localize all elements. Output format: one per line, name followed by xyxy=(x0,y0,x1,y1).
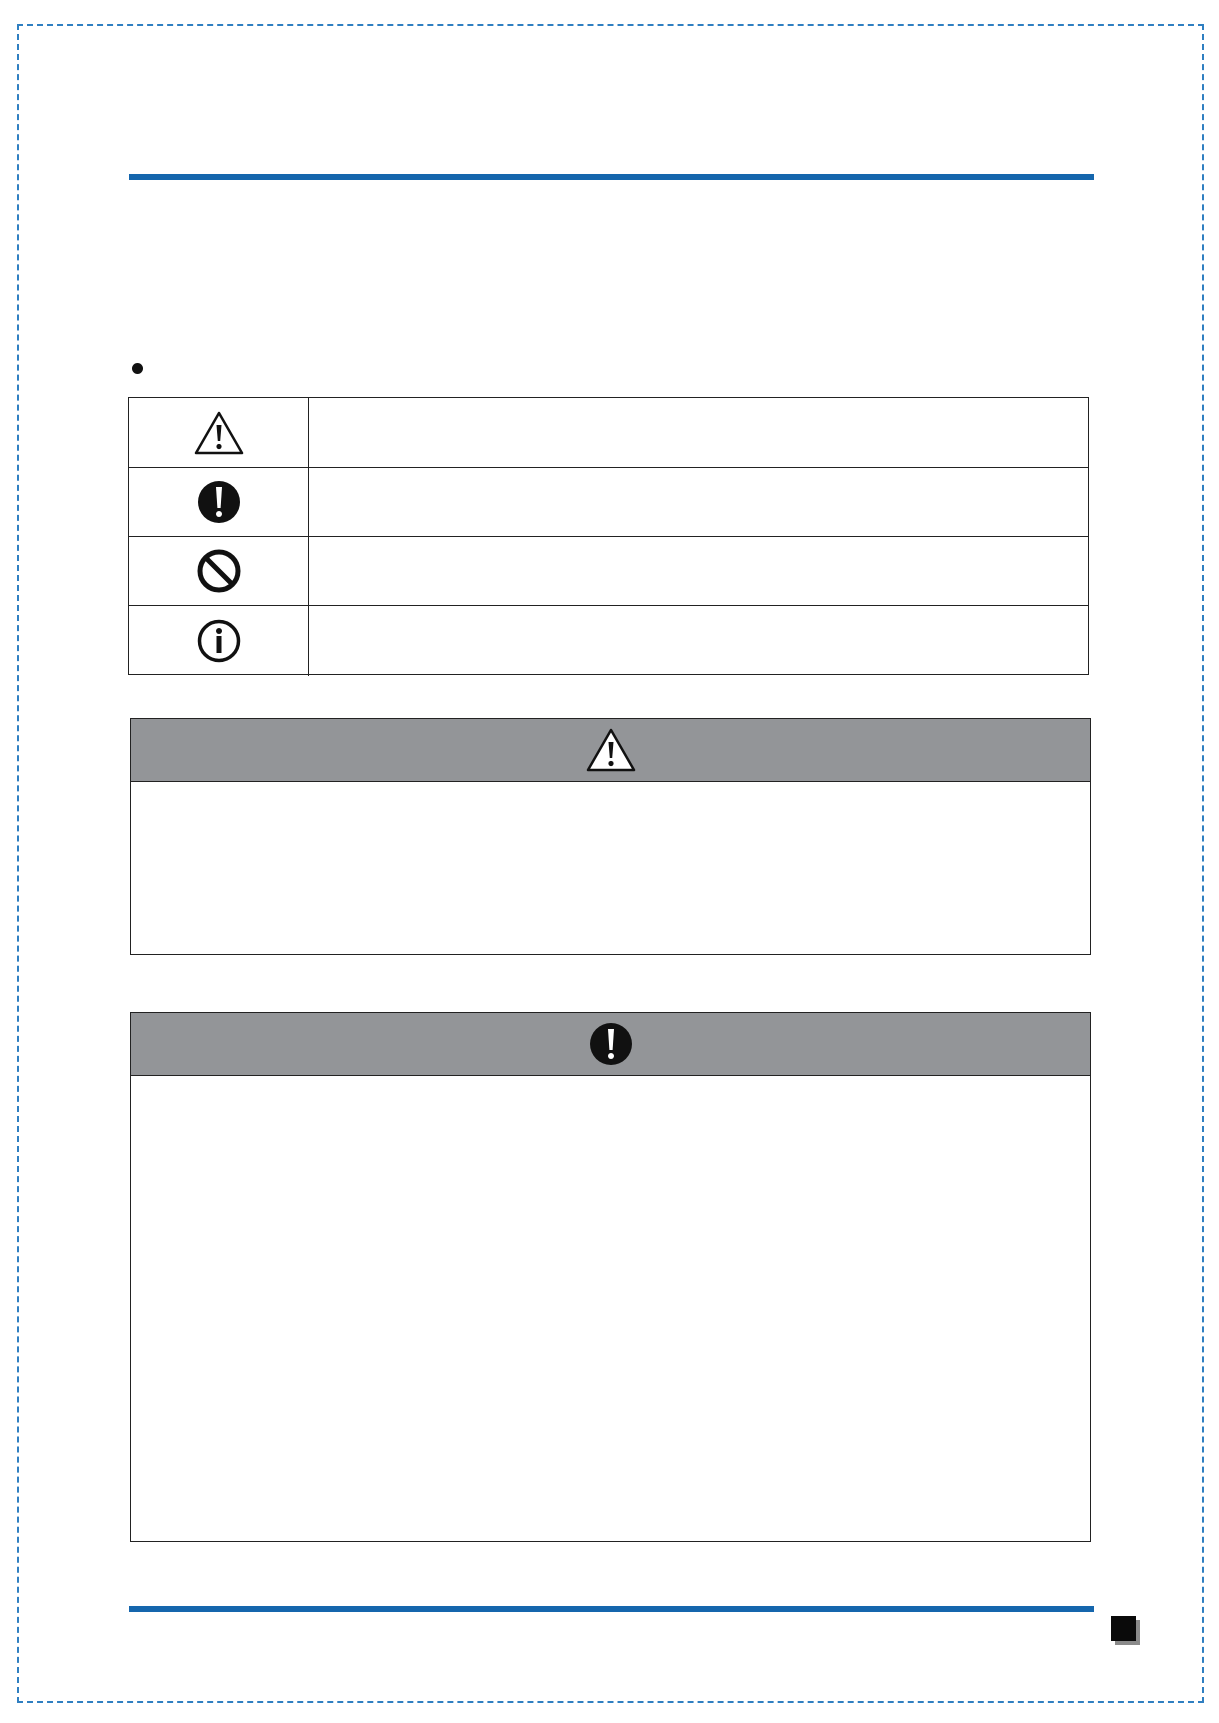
legend-description xyxy=(309,398,1088,467)
legend-icon-cell xyxy=(129,398,309,467)
mandatory-box xyxy=(130,1012,1091,1542)
bullet-point xyxy=(132,363,143,374)
warning-box-body xyxy=(131,781,1090,954)
legend-icon-cell xyxy=(129,537,309,605)
legend-icon-cell xyxy=(129,606,309,676)
prohibition-icon xyxy=(196,548,242,594)
bottom-rule xyxy=(129,1606,1094,1612)
warning-box xyxy=(130,718,1091,955)
top-rule xyxy=(129,174,1094,180)
legend-description xyxy=(309,537,1088,605)
legend-row-warning xyxy=(129,398,1088,468)
legend-icon-cell xyxy=(129,468,309,536)
legend-description xyxy=(309,468,1088,536)
warning-box-header xyxy=(131,719,1090,782)
legend-row-mandatory xyxy=(129,468,1088,537)
mandatory-box-header xyxy=(131,1013,1090,1076)
mandatory-exclamation-icon xyxy=(196,479,242,525)
warning-triangle-icon xyxy=(193,410,245,456)
legend-description xyxy=(309,606,1088,676)
page-corner-marker xyxy=(1111,1616,1136,1641)
symbol-legend-table xyxy=(128,397,1089,675)
mandatory-box-body xyxy=(131,1075,1090,1541)
mandatory-exclamation-icon xyxy=(588,1021,634,1067)
information-icon xyxy=(196,618,242,664)
legend-row-prohibition xyxy=(129,537,1088,606)
warning-triangle-icon xyxy=(585,727,637,773)
legend-row-information xyxy=(129,606,1088,676)
